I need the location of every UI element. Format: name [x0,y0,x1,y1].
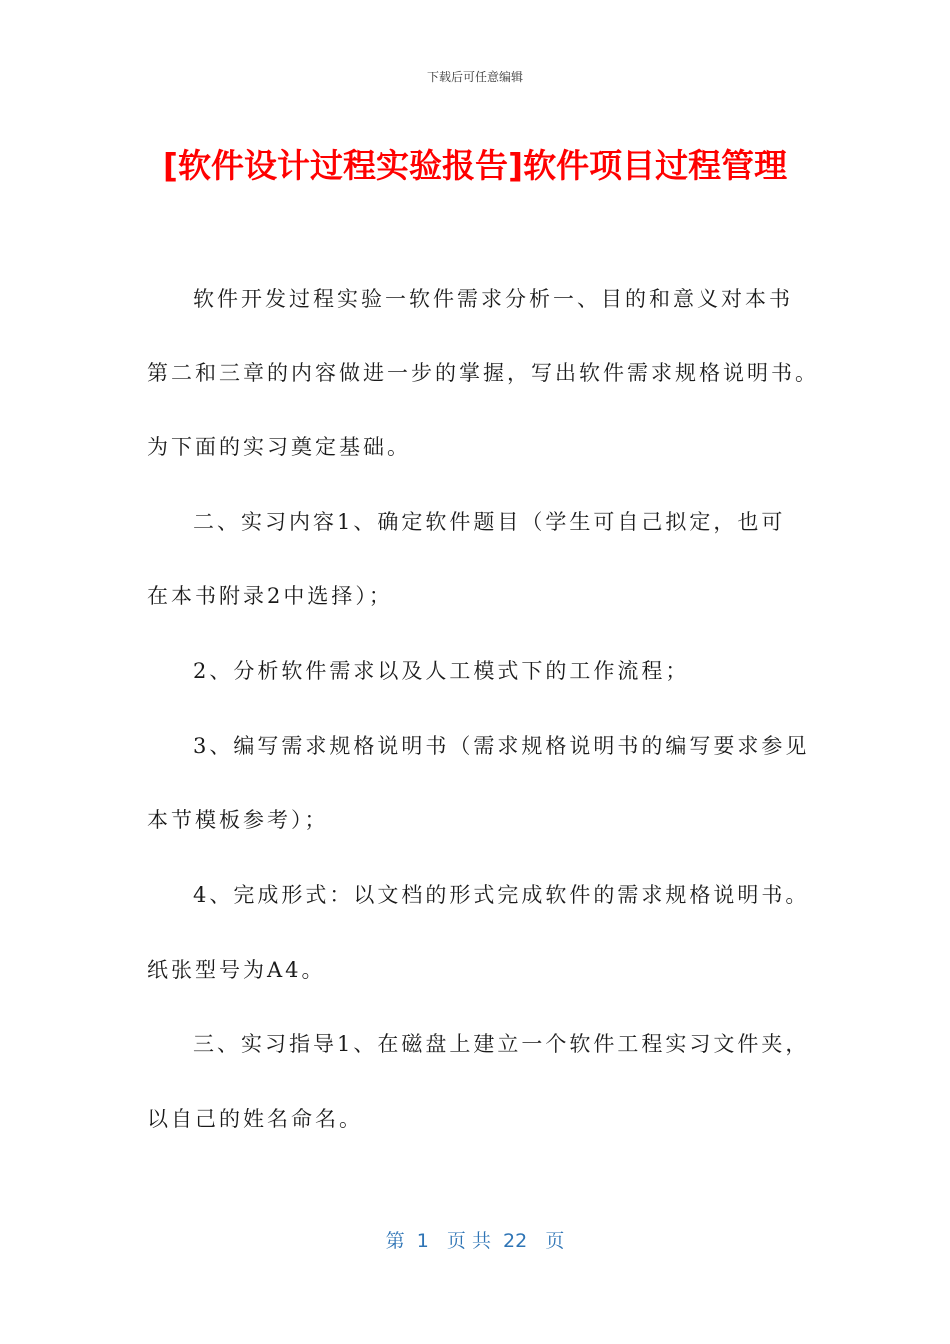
paragraph-line: 软件开发过程实验一软件需求分析一、目的和意义对本书 [193,287,793,311]
paragraph-line: 第二和三章的内容做进一步的掌握，写出软件需求规格说明书。 [147,361,819,385]
paragraph-line: 纸张型号为A4。 [147,958,326,982]
paragraph-line: 2、分析软件需求以及人工模式下的工作流程； [193,659,690,683]
header-note: 下载后可任意编辑 [426,70,523,84]
paragraph-line: 在本书附录2中选择）； [147,584,393,608]
paragraph-line: 三、实习指导1、在磁盘上建立一个软件工程实习文件夹， [193,1032,810,1056]
paragraph-line: 4、完成形式：以文档的形式完成软件的需求规格说明书。 [193,883,810,907]
paragraph-line: 以自己的姓名命名。 [147,1107,363,1131]
paragraph-line: 为下面的实习奠定基础。 [147,435,411,459]
document-title: [软件设计过程实验报告]软件项目过程管理 [162,146,788,185]
paragraph-line: 二、实习内容1、确定软件题目（学生可自己拟定，也可 [193,510,786,534]
paragraph-line: 本节模板参考）； [147,808,329,832]
paragraph-line: 3、编写需求规格说明书（需求规格说明书的编写要求参见 [193,734,810,758]
page-number-footer: 第 1 页 共 22 页 [385,1230,565,1252]
